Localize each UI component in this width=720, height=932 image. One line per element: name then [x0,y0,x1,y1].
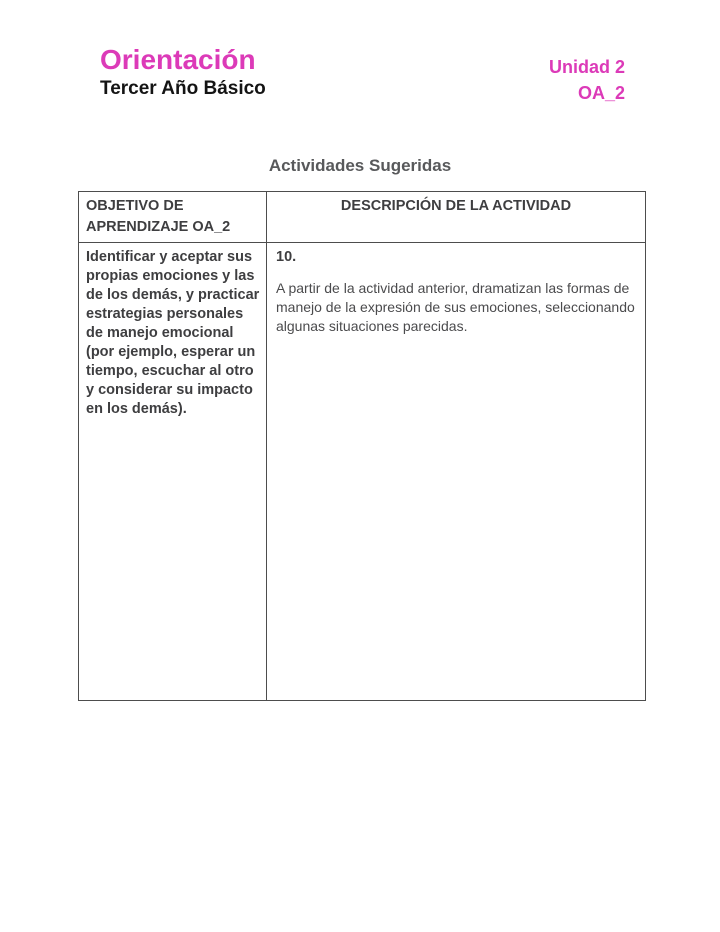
activity-number: 10. [276,249,297,265]
page-header [0,0,720,106]
description-cell [267,243,646,701]
activity-description: A partir de la actividad anterior, dramatizan las formas de manejo de la expresión de sus emociones, seleccionando algunas situaciones parecidas. [276,280,635,334]
document-subtitle: Tercer Año Básico [100,78,266,99]
header-left [100,44,266,101]
section-title: Actividades Sugeridas [268,156,452,175]
document-title: Orientación [100,44,256,75]
table-row [79,243,646,701]
unit-label: Unidad 2 [548,57,625,77]
activities-table [78,191,646,701]
table-header-row [79,192,646,243]
description-column-header: DESCRIPCIÓN DE LA ACTIVIDAD [267,192,646,243]
objective-column-header: OBJETIVO DE APRENDIZAJE OA_2 [79,192,267,243]
header-right [549,44,625,106]
objective-cell: Identificar y aceptar sus propias emociones y las de los demás, y practicar estrategias personales de manejo emocional (por ejemplo, esperar un tiempo, escuchar al otro y considerar su impacto en los demás). [79,243,267,701]
oa-label: OA_2 [577,83,625,103]
